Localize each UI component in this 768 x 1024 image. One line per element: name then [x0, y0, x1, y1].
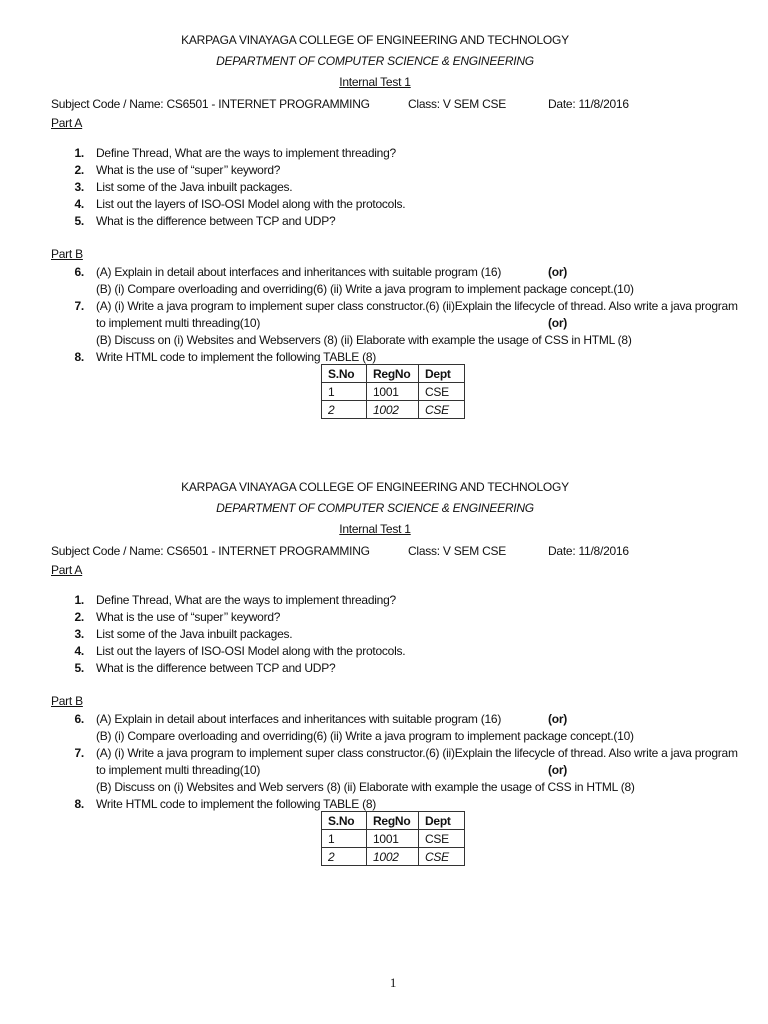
question-number: 5.: [74, 661, 84, 675]
question-text: What is the use of “super’’ keyword?: [96, 163, 281, 177]
department-name: DEPARTMENT OF COMPUTER SCIENCE & ENGINEERING: [216, 54, 534, 68]
question-number: 3.: [74, 627, 84, 641]
table-header-cell: RegNo: [367, 812, 419, 830]
question-text: What is the difference between TCP and UDP?: [96, 661, 336, 675]
part-b-heading: Part B: [51, 694, 83, 708]
table-cell: 1002: [367, 848, 419, 866]
sample-table: [321, 364, 465, 419]
question-7a-text: (A) (i) Write a java program to implement super class constructor.(6) (ii)Explain the lifecycle of thread. Also write a java program: [96, 299, 738, 313]
exam-date: Date: 11/8/2016: [548, 97, 629, 111]
question-number: 5.: [74, 214, 84, 228]
test-title: Internal Test 1: [339, 522, 411, 536]
table-cell: 1: [322, 830, 367, 848]
class-info: Class: V SEM CSE: [408, 97, 507, 111]
subject-code-name: Subject Code / Name: CS6501 - INTERNET PROGRAMMING: [51, 97, 370, 111]
question-paper-copy-2: [0, 477, 768, 897]
exam-date: Date: 11/8/2016: [548, 544, 629, 558]
question-text: Define Thread, What are the ways to implement threading?: [96, 146, 396, 160]
question-number: 1.: [74, 593, 84, 607]
question-number: 3.: [74, 180, 84, 194]
question-text: List some of the Java inbuilt packages.: [96, 180, 293, 194]
question-number: 6.: [74, 712, 84, 726]
table-header-cell: Dept: [419, 812, 465, 830]
question-6b-text: (B) (i) Compare overloading and overriding(6) (ii) Write a java program to implement package concept.(10): [96, 729, 634, 743]
question-7b-text: (B) Discuss on (i) Websites and Web servers (8) (ii) Elaborate with example the usage of CSS in HTML (8): [96, 780, 635, 794]
page-number: 1: [389, 975, 397, 990]
table-cell: CSE: [419, 401, 465, 419]
question-text: What is the difference between TCP and UDP?: [96, 214, 336, 228]
table-row: [322, 383, 465, 401]
table-header-row: [322, 365, 465, 383]
table-header-row: [322, 812, 465, 830]
question-6a-text: (A) Explain in detail about interfaces and inheritances with suitable program (16): [96, 712, 502, 726]
table-cell: CSE: [419, 848, 465, 866]
question-number: 8.: [74, 797, 84, 811]
question-number: 4.: [74, 644, 84, 658]
test-title: Internal Test 1: [339, 75, 411, 89]
question-text: What is the use of “super’’ keyword?: [96, 610, 281, 624]
question-6b-text: (B) (i) Compare overloading and overriding(6) (ii) Write a java program to implement package concept.(10): [96, 282, 634, 296]
college-name: KARPAGA VINAYAGA COLLEGE OF ENGINEERING AND TECHNOLOGY: [181, 33, 569, 47]
or-label: (or): [548, 763, 567, 777]
question-7a-text: (A) (i) Write a java program to implement super class constructor.(6) (ii)Explain the lifecycle of thread. Also write a java program: [96, 746, 738, 760]
table-cell: 1: [322, 383, 367, 401]
table-row: [322, 848, 465, 866]
table-cell: CSE: [419, 383, 465, 401]
department-name: DEPARTMENT OF COMPUTER SCIENCE & ENGINEERING: [216, 501, 534, 515]
question-number: 7.: [74, 299, 84, 313]
table-row: [322, 401, 465, 419]
or-label: (or): [548, 265, 567, 279]
question-7a-text-continued: to implement multi threading(10): [96, 763, 261, 777]
question-text: List out the layers of ISO-OSI Model along with the protocols.: [96, 644, 406, 658]
table-cell: CSE: [419, 830, 465, 848]
question-number: 1.: [74, 146, 84, 160]
table-header-cell: RegNo: [367, 365, 419, 383]
question-6a-text: (A) Explain in detail about interfaces and inheritances with suitable program (16): [96, 265, 502, 279]
question-number: 6.: [74, 265, 84, 279]
question-7b-text: (B) Discuss on (i) Websites and Webservers (8) (ii) Elaborate with example the usage of CSS in HTML (8): [96, 333, 632, 347]
question-text: List some of the Java inbuilt packages.: [96, 627, 293, 641]
question-7a-text-continued: to implement multi threading(10): [96, 316, 261, 330]
question-number: 2.: [74, 610, 84, 624]
subject-code-name: Subject Code / Name: CS6501 - INTERNET PROGRAMMING: [51, 544, 370, 558]
or-label: (or): [548, 316, 567, 330]
part-a-heading: Part A: [51, 563, 83, 577]
table-cell: 1002: [367, 401, 419, 419]
class-info: Class: V SEM CSE: [408, 544, 507, 558]
table-cell: 2: [322, 848, 367, 866]
table-header-cell: Dept: [419, 365, 465, 383]
part-a-heading: Part A: [51, 116, 83, 130]
question-text: List out the layers of ISO-OSI Model along with the protocols.: [96, 197, 406, 211]
table-cell: 2: [322, 401, 367, 419]
table-header-cell: S.No: [322, 365, 367, 383]
question-number: 7.: [74, 746, 84, 760]
table-cell: 1001: [367, 830, 419, 848]
question-number: 8.: [74, 350, 84, 364]
question-number: 2.: [74, 163, 84, 177]
question-8-text: Write HTML code to implement the following TABLE (8): [96, 797, 377, 811]
question-8-text: Write HTML code to implement the following TABLE (8): [96, 350, 377, 364]
or-label: (or): [548, 712, 567, 726]
table-row: [322, 830, 465, 848]
question-paper-copy-1: [0, 30, 768, 450]
table-cell: 1001: [367, 383, 419, 401]
question-text: Define Thread, What are the ways to implement threading?: [96, 593, 396, 607]
question-number: 4.: [74, 197, 84, 211]
sample-table: [321, 811, 465, 866]
table-header-cell: S.No: [322, 812, 367, 830]
part-b-heading: Part B: [51, 247, 83, 261]
college-name: KARPAGA VINAYAGA COLLEGE OF ENGINEERING AND TECHNOLOGY: [181, 480, 569, 494]
